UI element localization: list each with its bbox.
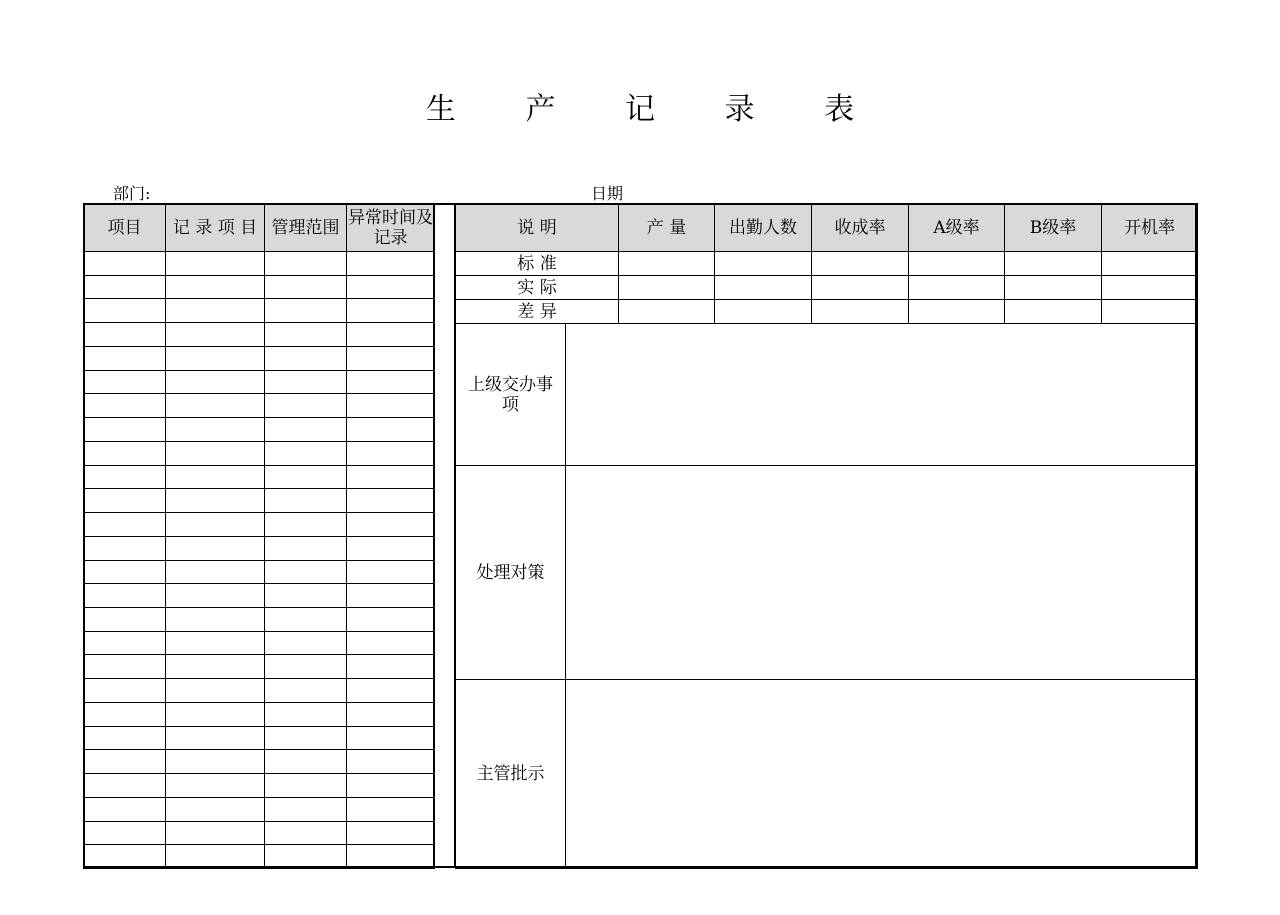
col-header-uptime-rate: 开机率	[1102, 204, 1198, 252]
dept-label: 部门:	[113, 184, 151, 203]
section-label-supervisor-comments: 主管批示	[456, 680, 566, 869]
page-title: 生 产 记 录 表	[425, 92, 885, 127]
form-frame	[83, 203, 1197, 868]
col-header-item: 项目	[84, 204, 166, 252]
col-header-output: 产 量	[619, 204, 715, 252]
col-header-attendance: 出勤人数	[715, 204, 812, 252]
col-header-control-range: 管理范围	[265, 204, 347, 252]
date-label: 日期	[591, 184, 624, 203]
row-label-standard: 标 准	[456, 252, 619, 276]
col-header-a-grade-rate: A级率	[909, 204, 1005, 252]
row-label-variance: 差 异	[456, 300, 619, 324]
col-header-description: 说 明	[456, 204, 619, 252]
col-header-yield-rate: 收成率	[812, 204, 909, 252]
col-header-abnormal-record: 异常时间及记录	[347, 204, 435, 252]
col-header-b-grade-rate: B级率	[1005, 204, 1102, 252]
section-label-countermeasures: 处理对策	[456, 466, 566, 680]
row-label-actual: 实 际	[456, 276, 619, 300]
section-label-assigned-tasks: 上级交办事项	[456, 324, 566, 466]
col-header-record-item: 记 录 项 目	[166, 204, 265, 252]
